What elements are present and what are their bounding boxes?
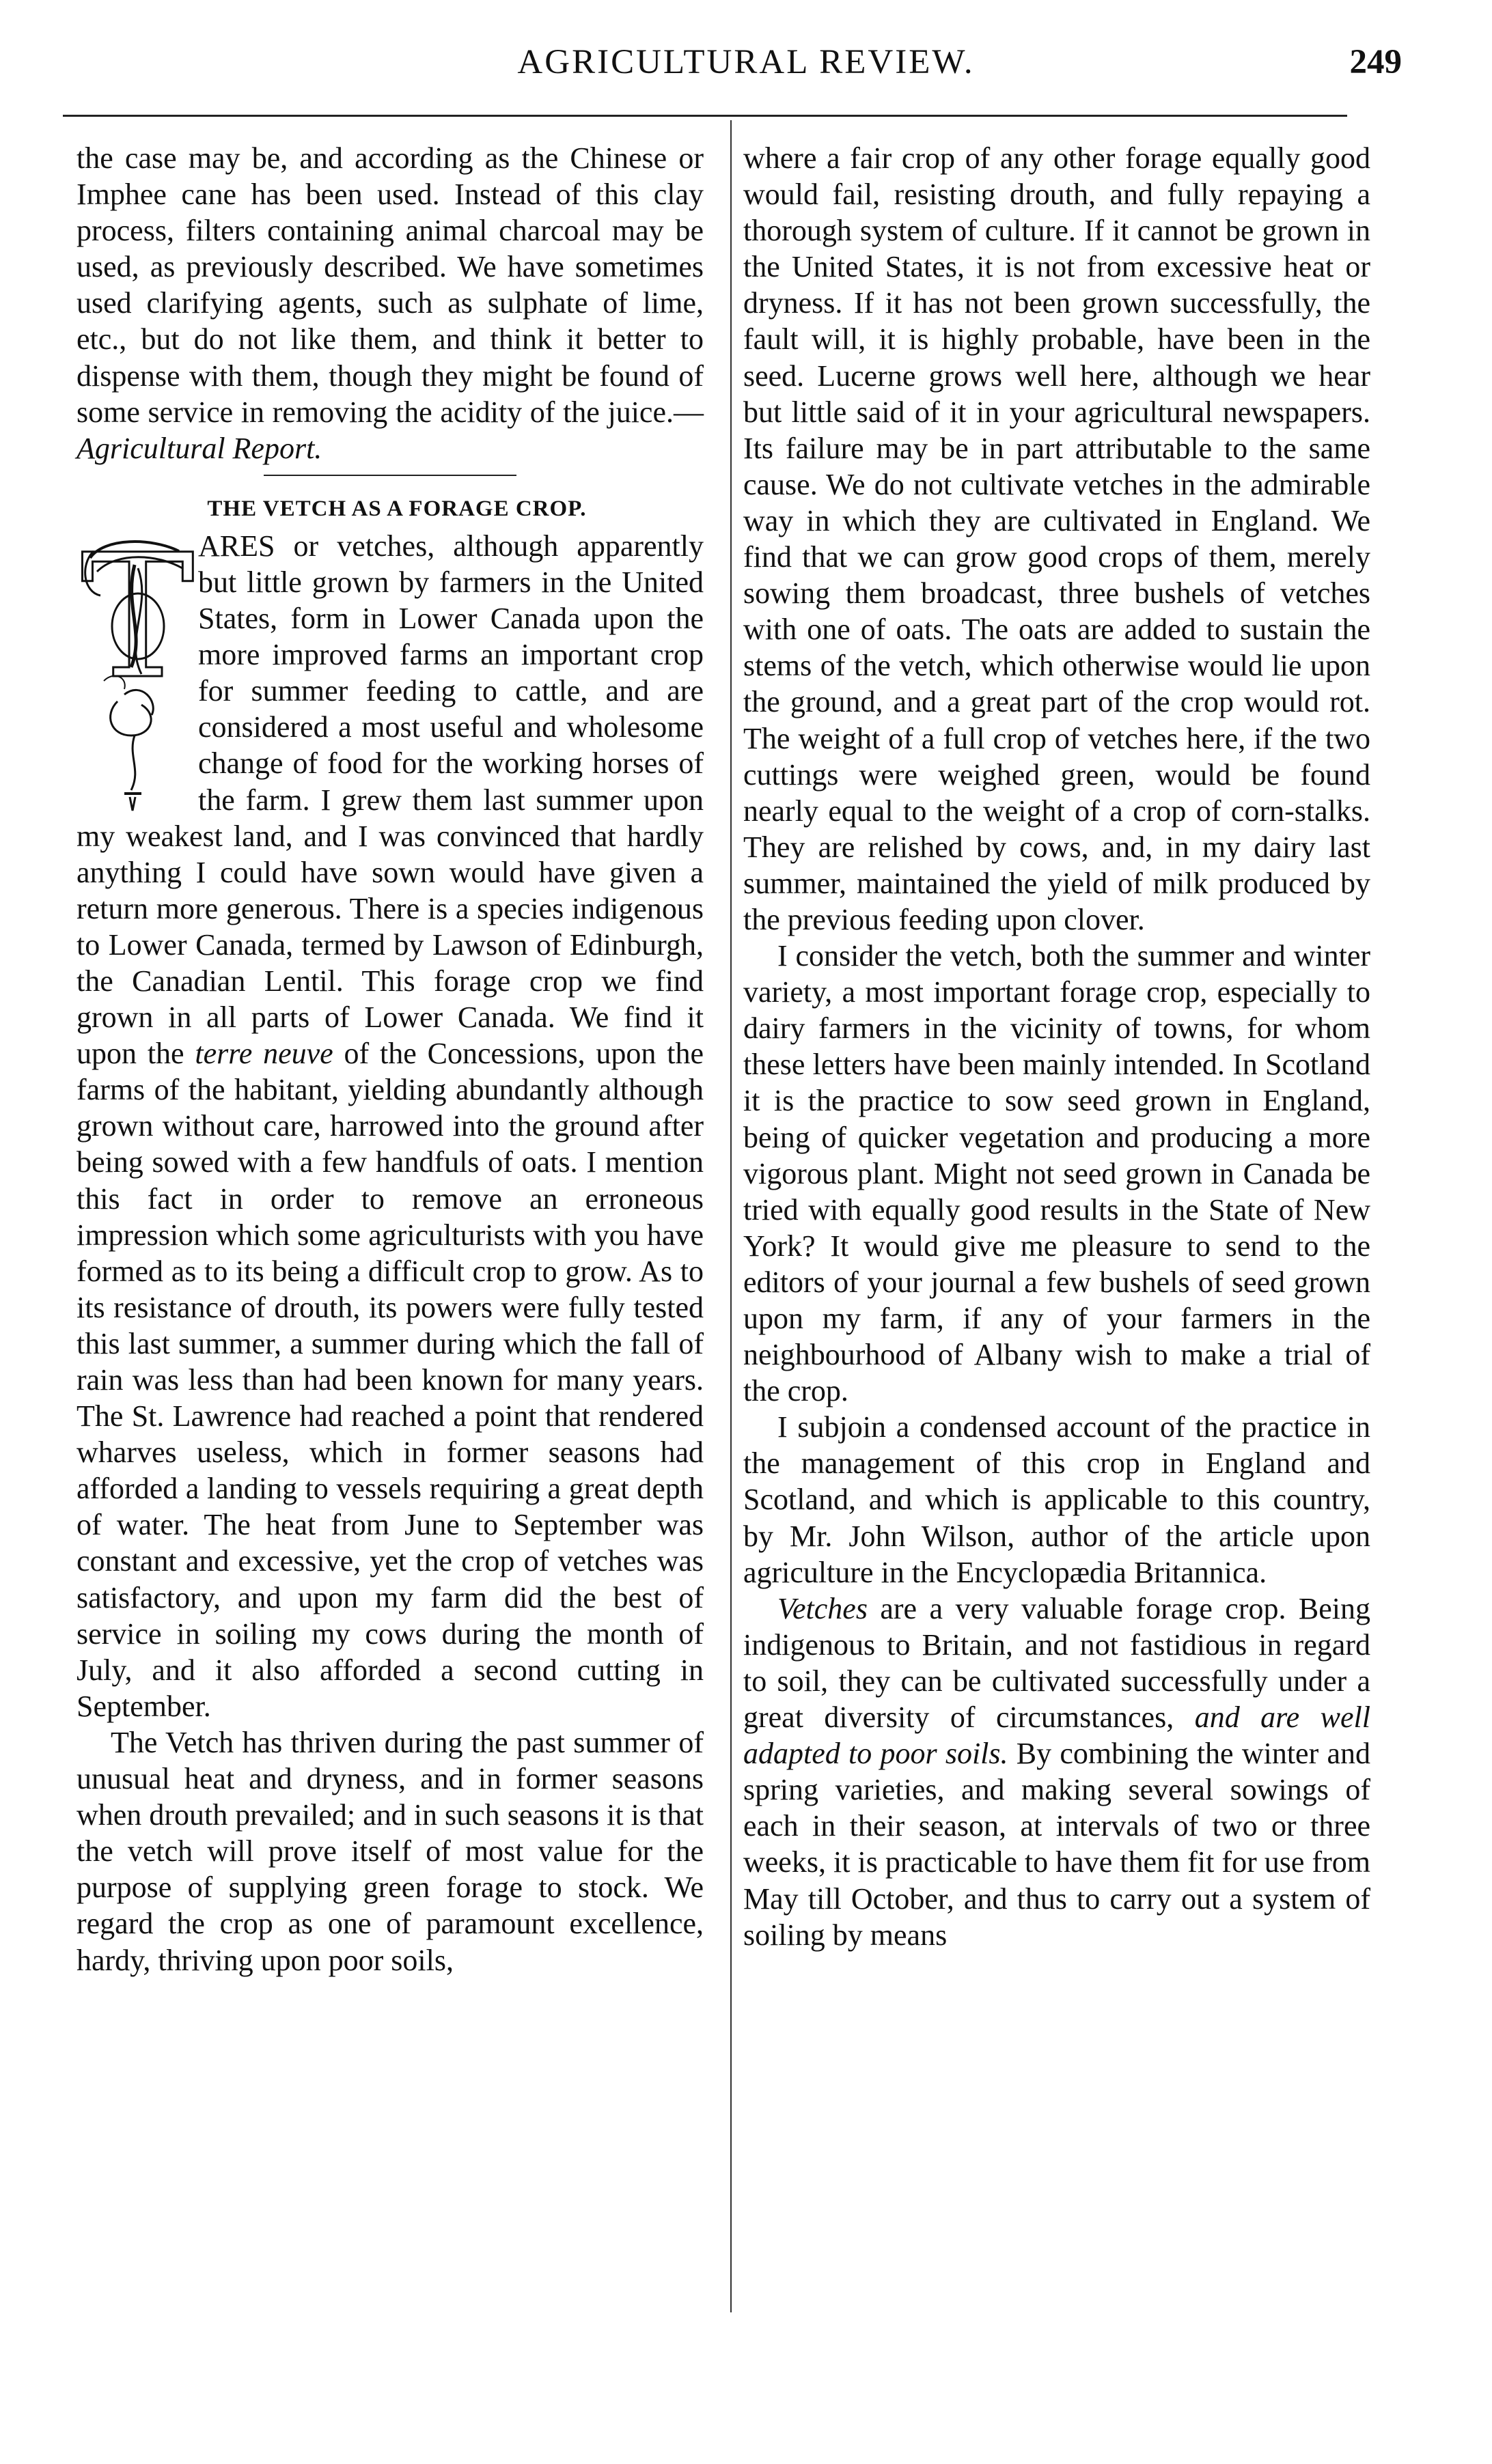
column-divider xyxy=(730,120,732,2312)
paragraph-text: are a very valuable forage crop. Being indigenous to Britain, and not fastidious in regard to soil, they can be cultivated successfully under a great diversity of circumstances, xyxy=(743,1591,1370,1735)
running-title: AGRICULTURAL REVIEW. xyxy=(517,43,975,81)
running-head xyxy=(0,42,1492,97)
paragraph-subjoin: I subjoin a condensed account of the practice in the management of this crop in England and Scotland, and which is applicable to this country, by Mr. John Wilson, author of the article upon agriculture in the Encyclopædia Britannica. xyxy=(743,1410,1370,1589)
paragraph-continued: where a fair crop of any other forage equally good would fail, resisting drouth, and fully repaying a thorough system of culture. If it cannot be grown in the United States, it is not from excessive heat or dryness. If it has not been grown successfully, the fault will, it is highly probable, have been in the seed. Lucerne grows well here, although we hear but little said of it in your agricultural newspapers. Its failure may be in part attributable to the same cause. We do not cultivate vetches in the admirable way in which they are cultivated in England. We find that we can grow good crops of them, merely sowing them broadcast, three bushels of vetches with one of oats. The oats are added to sustain the stems of the vetch, which otherwise would lie upon the ground, and a great part of the crop would rot. The weight of a full crop of vetches here, if the two cuttings were weighed green, would be found nearly equal to the weight of a crop of corn-stalks. They are relished by cows, and, in my dairy last summer, maintained the yield of milk produced by the previous feeding upon clover. xyxy=(743,141,1370,936)
section-separator xyxy=(264,475,516,476)
paragraph-vetches-valuable xyxy=(743,1591,1370,1953)
header-rule xyxy=(63,115,1347,117)
italic-phrase: and are well adapted to poor soils. xyxy=(743,1700,1370,1771)
lead-term: Vetches xyxy=(777,1591,868,1625)
section-heading: THE VETCH AS A FORAGE CROP. xyxy=(207,496,587,521)
paragraph-vetch-importance: I consider the vetch, both the summer and winter variety, a most important forage crop, especially to dairy farmers in the vicinity of towns, for whom these letters have been mainly intended. In Scotland it is the practice to sow seed grown in England, being of quicker vegetation and producing a more vigorous plant. Might not seed grown in Canada be tried with equally good results in the State of New York? It would give me pleasure to send to the editors of your journal a few bushels of seed grown upon my farm, if any of your farmers in the neighbourhood of Albany wish to make a trial of the crop. xyxy=(743,939,1370,1408)
left-column xyxy=(77,140,704,1978)
page-number: 249 xyxy=(1349,43,1402,81)
paragraph-text: By combining the winter and spring varieties, and making several sowings of each in their season, at intervals of two or three weeks, it is practicable to have them fit for use from May till October, and thus to carry out a system of soiling by means xyxy=(743,1737,1370,1952)
right-column xyxy=(743,140,1370,1953)
paragraph-sugar-conclusion xyxy=(77,140,704,466)
paragraph-text: of the Concessions, upon the farms of the habitant, yielding abundantly although grown without care, harrowed into the ground after being sowed with a few handfuls of oats. I mention this fact in order to remove an erroneous impression which some agriculturists with you have formed as to its being a difficult crop to grow. As to its resistance of drouth, its powers were fully tested this last summer, a summer during which the fall of rain was less than had been known for many years. The St. Lawrence had reached a point that rendered wharves useless, which in former seasons had afforded a landing to vessels requiring a great depth of water. The heat from June to September was constant and excessive, yet the crop of vetches was satisfactory, and upon my farm did the best of service in soiling my cows during the month of July, and it also afforded a second cutting in September. xyxy=(77,1037,704,1723)
paragraph-text: ARES or vetches, although apparently but little grown by farmers in the United States, form in Lower Canada upon the more improved farms an important crop for summer feeding to cattle, and are considered a most useful and wholesome change of food for the working horses of the farm. I grew them last summer upon my weakest land, and I was convinced that hardly anything I could have sown would have given a return more generous. There is a species indigenous to Lower Canada, termed by Lawson of Edinburgh, the Canadian Lentil. This forage crop we find grown in all parts of Lower Canada. We find it upon the xyxy=(77,529,704,1071)
ornamental-initial-t-icon: T xyxy=(77,531,191,817)
source-citation: Agricultural Report. xyxy=(77,431,322,465)
paragraph-text: the case may be, and according as the Chinese or Imphee cane has been used. Instead of this clay process, filters containing animal charcoal may be used, as previously described. We have sometimes used clarifying agents, such as sulphate of lime, etc., but do not like them, and think it better to dispense with them, though they might be found of some service in removing the acidity of the juice.— xyxy=(77,141,704,429)
paragraph-vetch-intro xyxy=(77,517,704,1724)
italic-term: terre neuve xyxy=(195,1037,333,1071)
paragraph-vetch-drouth: The Vetch has thriven during the past summer of unusual heat and dryness, and in former seasons when drouth prevailed; and in such seasons it is that the vetch will prove itself of most value for the purpose of supplying green forage to stock. We regard the crop as one of paramount excellence, hardy, thriving upon poor soils, xyxy=(77,1725,704,1977)
